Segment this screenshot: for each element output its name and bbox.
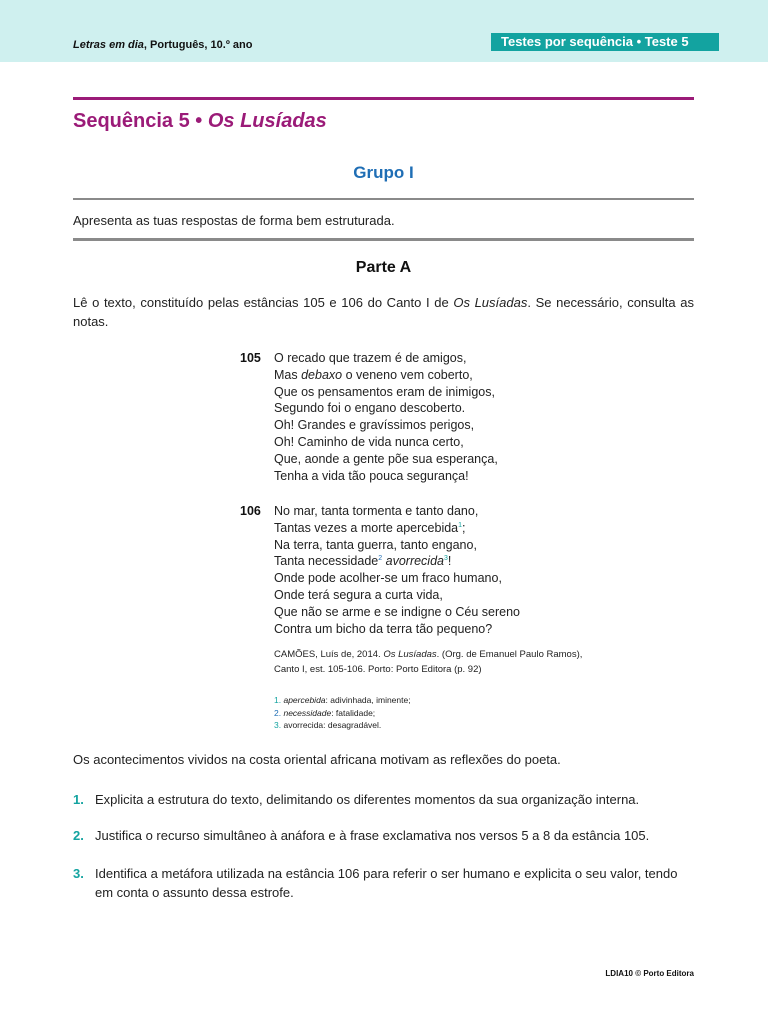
book-title: Letras em dia, Português, 10.º ano [73,39,253,51]
footnote: 3. avorrecida: desagradável. [274,720,382,730]
footnote: 1. apercebida: adivinhada, iminente; [274,695,411,705]
question-text: Explicita a estrutura do texto, delimitando os diferentes momentos da sua organização interna. [95,792,640,807]
verse-line: Tanta necessidade$^2$ avorrecida$^3$! [274,554,452,569]
verse-line: O recado que trazem é de amigos, [274,351,467,365]
verse-line: Tenha a vida tão pouca segurança! [274,468,469,483]
verse-line: Que, aonde a gente põe sua esperança, [274,451,498,466]
header-band [0,0,768,62]
group-heading: Grupo I [353,163,414,182]
divider-bottom [73,238,694,241]
footnotes [274,694,634,732]
verse-line: Na terra, tanta guerra, tanto engano, [274,537,477,552]
verse-line: Onde terá segura a curta vida, [274,587,443,602]
verse-line: Tantas vezes a morte apercebida$^1$; [274,520,466,535]
note-ref: 3 [444,555,448,563]
verse-line: Segundo foi o engano descoberto. [274,401,466,416]
question-number: 3. [73,866,84,881]
stanza-106 [240,503,600,643]
source-citation: CAMÕES, Luís de, 2014. Os Lusíadas. (Org. de Emanuel Paulo Ramos), Canto I, est. 105-106. Porto: Porto Editora (p. 92) [274,649,583,675]
question-text: Justifica o recurso simultâneo à anáfora e à frase exclamativa nos versos 5 a 8 da estância 105. [95,828,650,843]
verse-line: Que não se arme e se indigne o Céu sereno [274,604,520,619]
footnote: 2. necessidade: fatalidade; [274,707,376,718]
page-footer: LDIA10 © Porto Editora [605,969,694,978]
verse-line: Oh! Caminho de vida nunca certo, [274,434,464,449]
verse-line: Oh! Grandes e gravíssimos perigos, [274,418,475,433]
question-number: 1. [73,792,84,807]
instruction-text: Apresenta as tuas respostas de forma bem estruturada. [73,213,395,228]
question-number: 2. [73,828,84,843]
note-ref: 1 [458,521,463,529]
note-ref: 2 [378,555,383,563]
test-badge: Testes por sequência • Teste 5 [491,33,719,51]
part-heading: Parte A [355,259,412,276]
intro-paragraph: Lê o texto, constituído pelas estâncias 105 e 106 do Canto I de Os Lusíadas. Se necessário, consulta as notas. [73,295,694,329]
stanza-number: 106 [240,504,261,518]
stanza-105 [240,350,600,490]
verse-line: Mas debaxo o veneno vem coberto, [274,367,473,382]
verse-line: Que os pensamentos eram de inimigos, [274,384,495,399]
verse-line: Contra um bicho da terra tão pequeno? [274,621,493,636]
verse-line: Onde pode acolher-se um fraco humano, [274,571,502,586]
verse-line: No mar, tanta tormenta e tanto dano, [274,504,479,518]
sequence-title: Sequência 5 • Os Lusíadas [73,110,327,132]
question-text: Identifica a metáfora utilizada na estância 106 para referir o ser humano e explicita o seu valor, tendo em conta o assunto dessa estrofe. [95,866,678,900]
stanza-number: 105 [240,351,261,365]
context-sentence: Os acontecimentos vividos na costa oriental africana motivam as reflexões do poeta. [73,752,561,767]
title-rule [73,97,694,100]
divider-top [73,198,694,200]
